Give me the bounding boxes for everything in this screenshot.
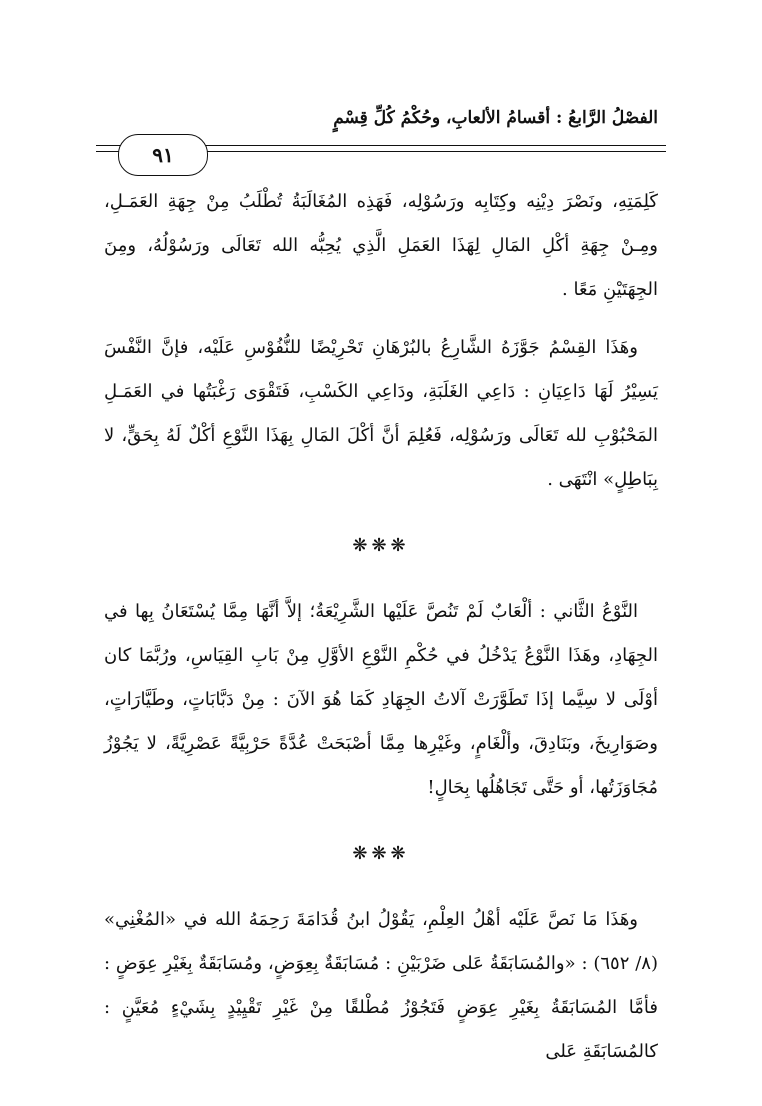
page-body <box>104 180 658 1074</box>
section-separator: ❋❋❋ <box>352 843 410 864</box>
page-number: ٩١ <box>152 143 174 167</box>
paragraph-ibn-qudama: وهَذَا مَا نَصَّ عَلَيْه أهْلُ العِلْمِ، يَقُوْلُ ابنُ قُدَامَةَ رَحِمَهُ الله في «المُغْنِي» (٨/ ٦٥٢) : «والمُسَابَقَةُ عَلى ضَرْبَيْنِ : مُسَابَقَةٌ بِعِوَضٍ، ومُسَابَقَةٌ بِغَيْرِ عِوَضٍ : فأمَّا المُسَابَقَةُ بِغَيْرِ عِوَضٍ فَتَجُوْزُ مُطْلقًا مِنْ غَيْرِ تَقْيِيْدٍ بِشَيْءٍ مُعَيَّنٍ : كالمُسَابَقَةِ عَلى <box>104 909 658 1062</box>
section-separator: ❋❋❋ <box>352 535 410 556</box>
paragraph-second-type: النَّوْعُ الثَّاني : ألْعَابٌ لَمْ تَنُصَّ عَلَيْها الشَّرِيْعَةُ؛ إلاَّ أنَّهَا مِمَّا يُسْتَعَانُ بِها في الجِهَادِ، وهَذَا النَّوْعُ يَدْخُلُ في حُكْمِ النَّوْعِ الأوَّلِ مِنْ بَابِ القِيَاسِ، ورُبَّمَا كان أوْلَى لا سِيَّما إذَا تَطَوَّرَتْ آلاتُ الجِهَادِ كَمَا هُوَ الآنَ : مِنْ دَبَّابَاتٍ، وطَيَّارَاتٍ، وصَوَارِيخَ، وبَنَادِقَ، وألْغَامٍ، وغَيْرِها مِمَّا أصْبَحَتْ عُدَّةً حَرْبِيَّةً عَصْرِيَّةً، لا يَجُوْزُ مُجَاوَزَتُها، أو حَتَّى تَجَاهُلُها بِحَالٍ! <box>104 601 658 798</box>
page-number-badge <box>118 134 208 176</box>
running-header: الفصْلُ الرَّابعُ : أقسامُ الألعابِ، وحُكْمُ كُلِّ قِسْمٍ <box>333 108 658 128</box>
paragraph-continuation: كَلِمَتِهِ، ونَصْرَ دِيْنِه وكِتَابِه ورَسُوْلِه، فَهَذِه المُغَالَبَةُ تُطْلَبُ مِنْ جِهَةِ العَمَـلِ، ومِـنْ جِهَةِ أكْلِ المَالِ لِهَذَا العَمَلِ الَّذِي يُحِبُّه الله تَعَالَى ورَسُوْلُهُ، ومِنَ الجِهَتَيْنِ مَعًا . <box>104 191 658 300</box>
paragraph-quote-end: وهَذَا القِسْمُ جَوَّزَهُ الشَّارِعُ بالبُرْهَانِ تَحْرِيْضًا للنُّفُوْسِ عَلَيْه، فإنَّ النَّفْسَ يَسِيْرُ لَهَا دَاعِيَانِ : دَاعِي الغَلَبَةِ، ودَاعِي الكَسْبِ، فَتَقْوَى رَغْبَتُها في العَمَـلِ المَحْبُوْبِ لله تَعَالَى ورَسُوْلِه، فَعُلِمَ أنَّ أكْلَ المَالِ بِهَذَا النَّوْعِ أكْلٌ لَهُ بِحَقٍّ، لا بِبَاطِلٍ» انْتَهَى . <box>104 337 658 490</box>
